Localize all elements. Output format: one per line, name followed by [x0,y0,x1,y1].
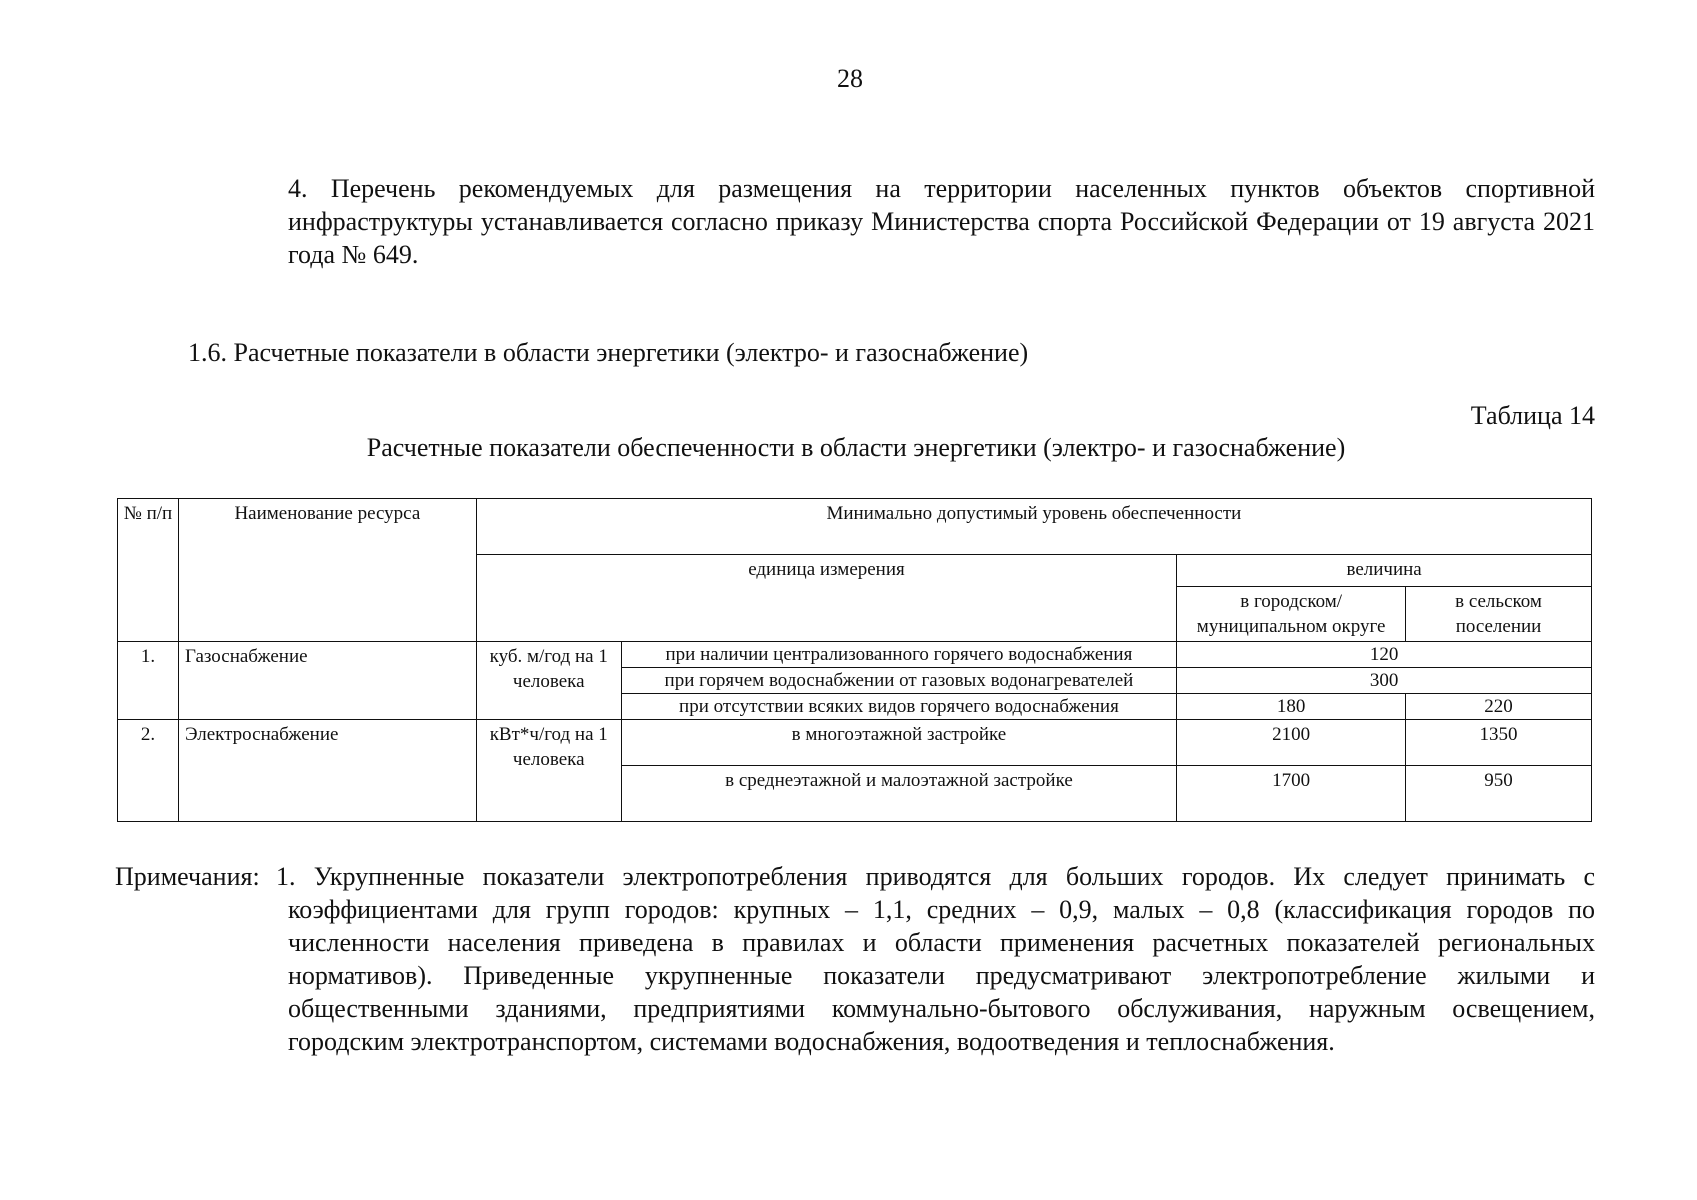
row-condition: в многоэтажной застройке [621,720,1177,766]
row-value-urban: 2100 [1177,720,1406,766]
page-number: 28 [837,64,863,93]
paragraph-sport-infrastructure: 4. Перечень рекомендуемых для размещения на территории населенных пунктов объектов спортивной инфраструктуры устанавливается согласно приказу Министерства спорта Российской Федерации от 19 августа 2021 года № 649. [288,174,1595,269]
notes-label: Примечания: [115,862,260,891]
section-heading: 1.6. Расчетные показатели в области энергетики (электро- и газоснабжение) [188,338,1029,367]
row-condition: при наличии централизованного горячего водоснабжения [621,642,1177,668]
row-condition: в среднеэтажной и малоэтажной застройке [621,766,1177,822]
row-condition: при горячем водоснабжении от газовых водонагревателей [621,668,1177,694]
header-value: величина [1177,555,1592,587]
header-rural: в сельском поселении [1406,587,1592,642]
row-value-combined: 300 [1177,668,1592,694]
header-unit: единица измерения [476,555,1176,642]
table-number: Таблица 14 [1470,401,1595,430]
row-resource: Газоснабжение [178,642,476,720]
row-value-urban: 180 [1177,694,1406,720]
energy-indicators-table [117,498,1592,822]
notes [115,860,1595,1058]
header-resource: Наименование ресурса [178,499,476,642]
row-value-urban: 1700 [1177,766,1406,822]
row-value-combined: 120 [1177,642,1592,668]
header-min-level: Минимально допустимый уровень обеспеченности [476,499,1591,555]
row-num: 1. [118,642,179,720]
table-row [118,642,1592,668]
table-row [118,720,1592,766]
row-value-rural: 1350 [1406,720,1592,766]
notes-text: 1. Укрупненные показатели электропотребления приводятся для больших городов. Их следует принимать с коэффициентами для групп городов: крупных – 1,1, средних – 0,9, малых – 0,8 (классификация городов по численности населения приведена в правилах и области применения расчетных показателей региональных нормативов). Приведенные укрупненные показатели предусматривают электропотребление жилыми и общественными зданиями, предприятиями коммунально-бытового обслуживания, наружным освещением, городским электротранспортом, системами водоснабжения, водоотведения и теплоснабжения. [276,862,1595,1056]
row-value-rural: 220 [1406,694,1592,720]
header-num: № п/п [118,499,179,642]
row-condition: при отсутствии всяких видов горячего водоснабжения [621,694,1177,720]
row-resource: Электроснабжение [178,720,476,822]
row-unit: кВт*ч/год на 1 человека [476,720,621,822]
row-unit: куб. м/год на 1 человека [476,642,621,720]
row-value-rural: 950 [1406,766,1592,822]
row-num: 2. [118,720,179,822]
table-caption: Расчетные показатели обеспеченности в области энергетики (электро- и газоснабжение) [366,433,1346,462]
header-urban: в городском/ муниципальном округе [1177,587,1406,642]
